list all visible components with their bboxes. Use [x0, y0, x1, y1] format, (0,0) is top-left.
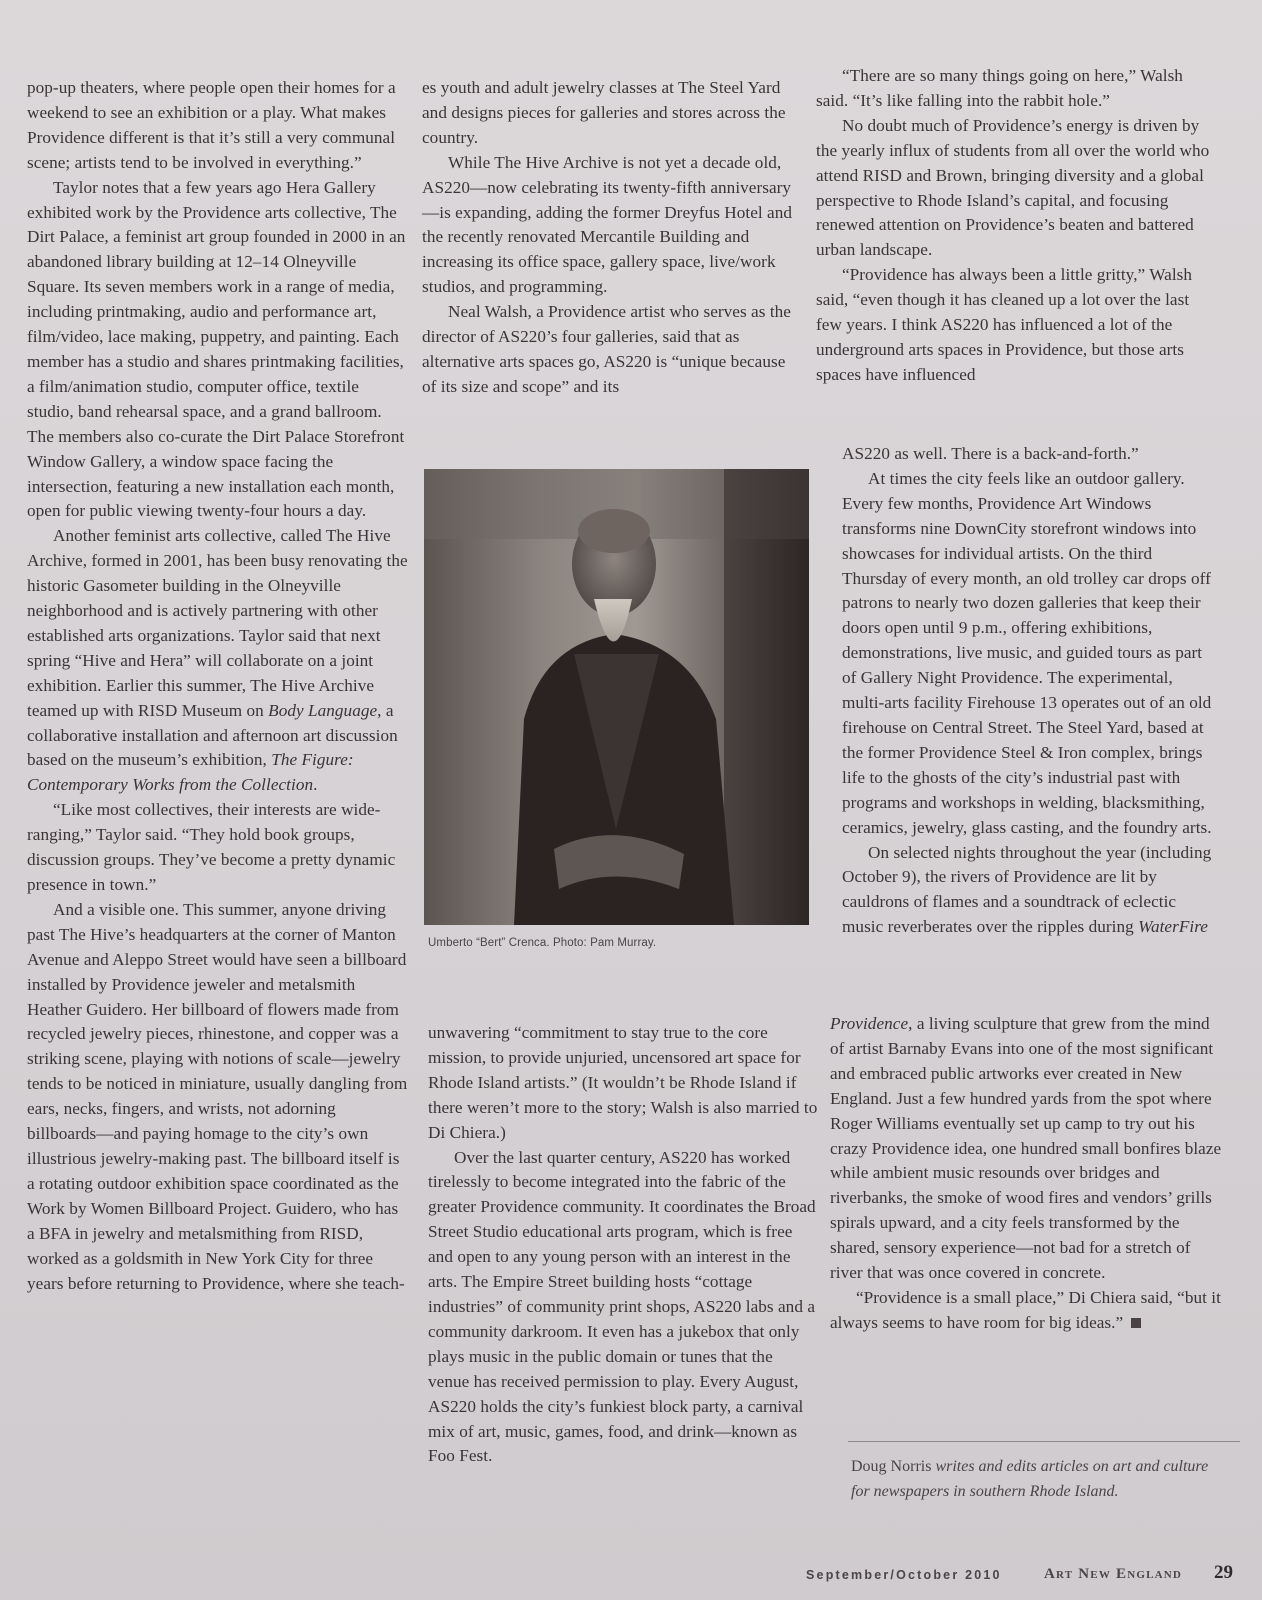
paragraph [842, 841, 1214, 941]
paragraph [830, 1286, 1224, 1336]
paragraph-text: , a collaborative installation and afternoon art discussion based on the museum’s exhibition, [27, 700, 398, 770]
portrait-image [424, 469, 809, 925]
paragraph: And a visible one. This summer, anyone driving past The Hive’s headquarters at the corner of Manton Avenue and Aleppo Street would have seen a billboard installed by Providence jeweler and metalsmith Heather Guidero. Her billboard of flowers made from recycled jewelry pieces, rhinestone, and copper was a striking scene, playing with notions of scale—jewelry tends to be noticed in miniature, usually dangling from ears, necks, fingers, and wrists, not adorning billboards—and paying homage to the city’s own illustrious jewelry-making past. The billboard itself is a rotating outdoor exhibition space coordinated as the Work by Women Billboard Project. Guidero, who has a BFA in jewelry and metalsmithing from RISD, worked as a goldsmith in New York City for three years before returning to Providence, where she teach- [27, 899, 408, 1293]
paragraph: Over the last quarter century, AS220 has worked tirelessly to become integrated into the fabric of the greater Providence community. It coordinates the Broad Street Studio educational arts program, which is free and open to any young person with an interest in the arts. The Empire Street building hosts “cottage industries” of community print shops, AS220 labs and a community darkroom. It even has a jukebox that only plays music in the public domain or tunes that the venue has received permission to play. Every August, AS220 holds the city’s funkiest block party, a carnival mix of art, music, games, food, and drink—known as Foo Fest. [428, 1147, 816, 1466]
italic-title: Body Language [268, 700, 378, 720]
end-mark-icon [1131, 1318, 1141, 1328]
paragraph: “Providence has always been a little gritty,” Walsh said, “even though it has cleaned up a lot over the last few years. I think AS220 has influenced a lot of the underground arts spaces in Providence, but those arts spaces have influenced [816, 265, 1193, 384]
issue-date: September/October 2010 [806, 1568, 1002, 1582]
paragraph-text: Another feminist arts collective, called The Hive Archive, formed in 2001, has been busy renovating the historic Gasometer building in the Olneyville neighborhood and is actively partnering with other established arts organizations. Taylor said that next spring “Hive and Hera” will collaborate on a joint exhibition. Earlier this summer, The Hive Archive teamed up with RISD Museum on [27, 526, 408, 720]
article-column-2-bottom [428, 1021, 818, 1469]
paragraph-continued [830, 1012, 1224, 1286]
article-column-1 [27, 76, 409, 1296]
paragraph: es youth and adult jewelry classes at The Steel Yard and designs pieces for galleries and stores across the country. [422, 78, 786, 147]
page-footer [806, 1562, 1246, 1586]
paragraph-continued: AS220 as well. There is a back-and-forth.” [842, 444, 1139, 463]
page-number: 29 [1214, 1562, 1233, 1583]
portrait-photo [424, 469, 809, 925]
article-column-2-top [422, 76, 794, 400]
publication-name: Art New England [1044, 1566, 1183, 1582]
paragraph: Neal Walsh, a Providence artist who serves as the director of AS220’s four galleries, said that as alternative arts spaces go, AS220 is “unique because of its size and scope” and its [422, 302, 791, 396]
italic-title: The Figure: Contemporary Works from the Collection [27, 750, 354, 795]
paragraph: Taylor notes that a few years ago Hera Gallery exhibited work by the Providence arts collective, The Dirt Palace, a feminist art group founded in 2000 in an abandoned library building at 12–14 Olneyville Square. Its seven members work in a range of media, including printmaking, audio and performance art, film/video, lace making, puppetry, and painting. Each member has a studio and shares printmaking facilities, a film/animation studio, computer office, textile studio, band rehearsal space, and a grand ballroom. The members also co-curate the Dirt Palace Storefront Window Gallery, a window space facing the intersection, featuring a new installation each month, open for public viewing twenty-four hours a day. [27, 177, 406, 521]
divider [848, 1441, 1240, 1442]
paragraph-text: On selected nights throughout the year (including October 9), the rivers of Providence are lit by cauldrons of flames and a soundtrack of eclectic music reverberates over the ripples during [842, 842, 1212, 937]
paragraph-text: “Providence is a small place,” Di Chiera said, “but it always seems to have room for big ideas.” [830, 1287, 1221, 1332]
article-column-3-middle [842, 442, 1214, 940]
italic-title: Providence [830, 1014, 909, 1033]
photo-caption: Umberto “Bert” Crenca. Photo: Pam Murray. [428, 937, 657, 949]
paragraph: “Like most collectives, their interests are wide-ranging,” Taylor said. “They hold book groups, discussion groups. They’ve become a pretty dynamic presence in town.” [27, 800, 396, 894]
paragraph: pop-up theaters, where people open their homes for a weekend to see an exhibition or a play. What makes Providence different is that it’s still a very communal scene; artists tend to be involved in everything.” [27, 78, 396, 172]
paragraph [27, 524, 409, 798]
paragraph: unwavering “commitment to stay true to the core mission, to provide unjuried, uncensored art space for Rhode Island artists.” (It wouldn’t be Rhode Island if there weren’t more to the story; Walsh is also married to Di Chiera.) [428, 1023, 818, 1142]
paragraph: No doubt much of Providence’s energy is driven by the yearly influx of students from all over the world who attend RISD and Brown, bringing diversity and a global perspective to Rhode Island’s capital, and focusing renewed attention on Providence’s beaten and battered urban landscape. [816, 115, 1210, 260]
author-bio-text: writes and edits articles on art and culture for newspapers in southern Rhode Island. [851, 1458, 1209, 1500]
paragraph: While The Hive Archive is not yet a decade old, AS220—now celebrating its twenty-fifth anniversary—is expanding, adding the former Dreyfus Hotel and the recently renovated Mercantile Building and increasing its office space, gallery space, live/work studios, and programming. [422, 152, 793, 297]
paragraph-text: , a living sculpture that grew from the mind of artist Barnaby Evans into one of the most significant and embraced public artworks ever created in New England. Just a few hundred yards from the spot where Roger Williams eventually set up camp to try out his crazy Providence idea, one hundred small bonfires blaze while ambient music resounds over bridges and riverbanks, the smoke of wood fires and vendors’ grills spirals upward, and a city feels transformed by the shared, sensory experience—not bad for a stretch of river that was once covered in concrete. [830, 1014, 1222, 1283]
article-column-3-bottom [830, 1012, 1224, 1336]
italic-title: WaterFire [1138, 917, 1208, 937]
author-bio [851, 1455, 1229, 1504]
paragraph-text: . [313, 775, 318, 795]
author-name: Doug Norris [851, 1458, 932, 1475]
paragraph: At times the city feels like an outdoor gallery. Every few months, Providence Art Windows transforms nine DownCity storefront windows into showcases for individual artists. On the third Thursday of every month, an old trolley car drops off patrons to nearly two dozen galleries that keep their doors open until 9 p.m., offering exhibitions, demonstrations, live music, and guided tours as part of Gallery Night Providence. The experimental, multi-arts facility Firehouse 13 operates out of an old firehouse on Central Street. The Steel Yard, based at the former Providence Steel & Iron complex, brings life to the ghosts of the city’s industrial past with programs and workshops in welding, blacksmithing, ceramics, jewelry, glass casting, and the foundry arts. [842, 468, 1212, 837]
paragraph: “There are so many things going on here,” Walsh said. “It’s like falling into the rabbit hole.” [816, 66, 1183, 110]
article-column-3-top [816, 64, 1212, 388]
